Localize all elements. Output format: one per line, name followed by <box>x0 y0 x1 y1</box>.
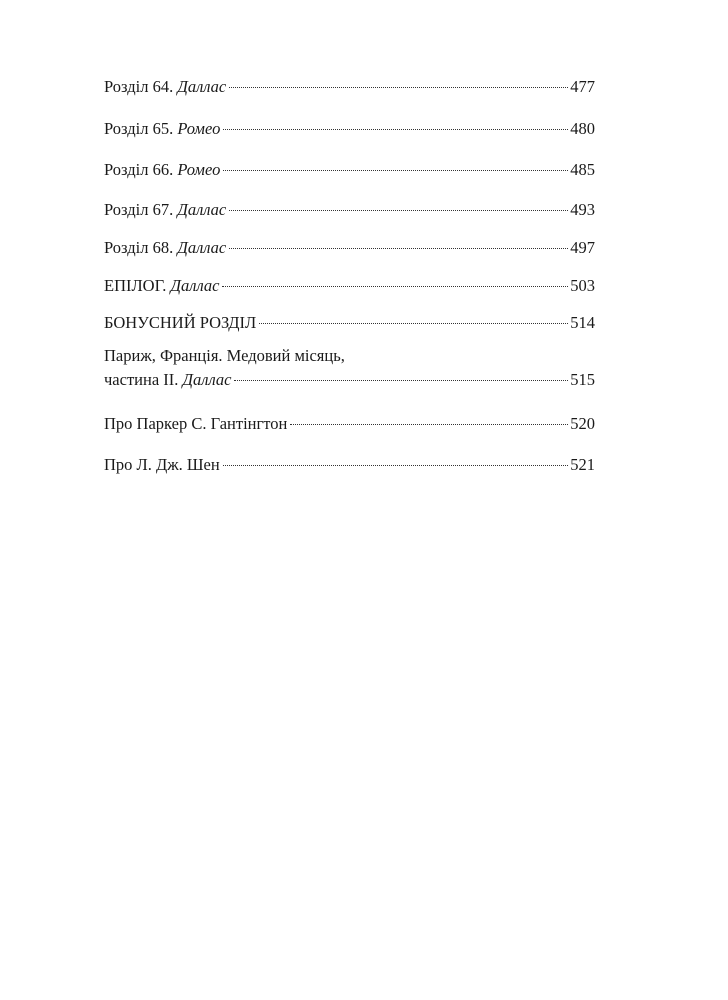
toc-entry-title: БОНУСНИЙ РОЗДІЛ <box>104 313 257 332</box>
dot-leader <box>223 170 568 171</box>
toc-entry-chapter-67[interactable] <box>104 201 595 219</box>
toc-entry-bonus-paris[interactable] <box>104 347 595 389</box>
toc-entry-page: 520 <box>570 414 595 433</box>
toc-entry-about-shen[interactable] <box>104 456 595 474</box>
toc-entry-epilogue[interactable] <box>104 277 595 295</box>
toc-entry-page: 514 <box>570 313 595 332</box>
toc-entry-title: ЕПІЛОГ. Даллас <box>104 276 220 295</box>
toc-entry-page: 477 <box>570 77 595 96</box>
toc-entry-title: Про Паркер С. Гантінгтон <box>104 414 288 433</box>
dot-leader <box>290 424 568 425</box>
toc-entry-bonus-chapter[interactable] <box>104 314 595 332</box>
toc-entry-title: Розділ 67. Даллас <box>104 200 227 219</box>
toc-entry-title: Розділ 64. Даллас <box>104 77 227 96</box>
toc-entry-narrator: Даллас <box>182 370 232 389</box>
toc-entry-page: 480 <box>570 119 595 138</box>
toc-entry-page: 515 <box>570 370 595 389</box>
dot-leader <box>229 210 568 211</box>
toc-entry-chapter-68[interactable] <box>104 239 595 257</box>
dot-leader <box>222 286 568 287</box>
dot-leader <box>259 323 568 324</box>
dot-leader <box>229 248 568 249</box>
toc-entry-page: 493 <box>570 200 595 219</box>
toc-entry-narrator: Ромео <box>177 160 221 179</box>
toc-entry-about-parker[interactable] <box>104 415 595 433</box>
toc-entry-title: частина II. Даллас <box>104 370 232 389</box>
toc-entry-page: 497 <box>570 238 595 257</box>
dot-leader <box>229 87 568 88</box>
toc-entry-narrator: Даллас <box>170 276 220 295</box>
toc-entry-narrator: Ромео <box>177 119 221 138</box>
toc-entry-narrator: Даллас <box>177 77 227 96</box>
toc-entry-title: Розділ 66. Ромео <box>104 160 221 179</box>
toc-entry-chapter-66[interactable] <box>104 161 595 179</box>
toc-entry-chapter-64[interactable] <box>104 78 595 96</box>
toc-entry-page: 521 <box>570 455 595 474</box>
dot-leader <box>234 380 568 381</box>
dot-leader <box>223 465 569 466</box>
toc-entry-page: 503 <box>570 276 595 295</box>
toc-entry-title: Розділ 68. Даллас <box>104 238 227 257</box>
toc-entry-title: Про Л. Дж. Шен <box>104 455 220 474</box>
toc-entry-title-line1: Париж, Франція. Медовий місяць, <box>104 346 345 365</box>
toc-entry-narrator: Даллас <box>177 238 227 257</box>
toc-entry-narrator: Даллас <box>177 200 227 219</box>
toc-entry-chapter-65[interactable] <box>104 120 595 138</box>
dot-leader <box>223 129 568 130</box>
toc-entry-page: 485 <box>570 160 595 179</box>
toc-entry-title: Розділ 65. Ромео <box>104 119 221 138</box>
